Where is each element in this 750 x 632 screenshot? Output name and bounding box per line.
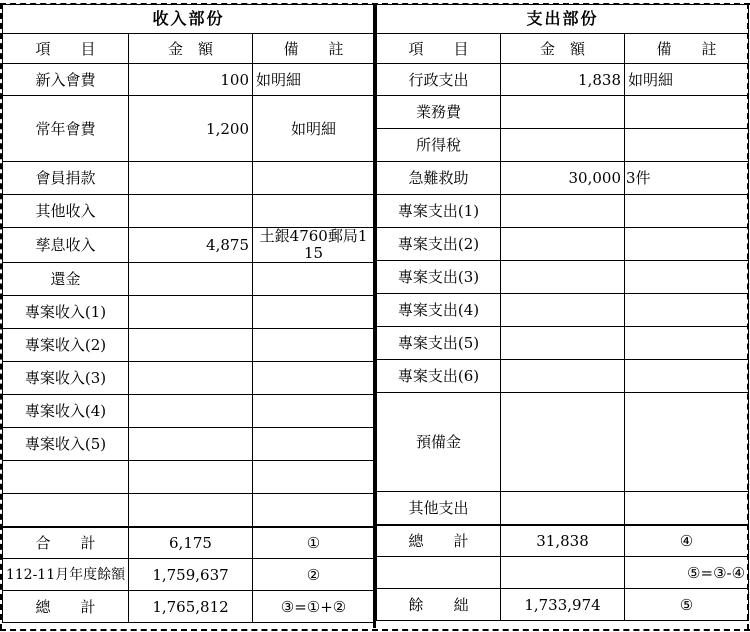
row-item: 專案支出(6)	[377, 360, 501, 393]
table-row	[3, 329, 375, 362]
table-row	[3, 195, 375, 228]
row-amount	[129, 296, 253, 329]
row-item: 專案收入(3)	[3, 362, 129, 395]
top-dashed-border	[0, 3, 750, 5]
table-row	[377, 195, 749, 228]
carry-note: ②	[253, 559, 375, 591]
table-row	[377, 64, 749, 96]
table-row	[3, 395, 375, 428]
row-note	[253, 263, 375, 296]
grand-note: ③=①+②	[253, 591, 375, 623]
grand-label: 總 計	[3, 591, 129, 623]
row-note	[253, 395, 375, 428]
expense-header-item: 項 目	[377, 34, 501, 64]
row-amount	[501, 261, 625, 294]
row-amount	[501, 96, 625, 129]
row-note	[625, 327, 749, 360]
total-note: ④	[625, 525, 749, 557]
table-row	[377, 327, 749, 360]
table-row	[3, 461, 375, 494]
row-note	[253, 461, 375, 494]
grand-note: ⑤	[625, 589, 749, 621]
income-total-row	[3, 527, 375, 559]
table-row	[3, 296, 375, 329]
expense-grand-row	[377, 589, 749, 621]
row-amount	[501, 327, 625, 360]
total-amount: 31,838	[501, 525, 625, 557]
expense-header-note: 備 註	[625, 34, 749, 64]
row-item: 專案支出(5)	[377, 327, 501, 360]
total-label: 總 計	[377, 525, 501, 557]
row-note: 如明細	[253, 96, 375, 162]
row-amount	[129, 428, 253, 461]
row-note	[253, 162, 375, 195]
income-header-note: 備 註	[253, 34, 375, 64]
row-amount	[501, 195, 625, 228]
income-carry-row	[3, 559, 375, 591]
table-row	[377, 393, 749, 492]
row-note	[625, 228, 749, 261]
row-note	[253, 362, 375, 395]
row-amount	[501, 360, 625, 393]
income-table	[2, 4, 375, 623]
total-note: ①	[253, 527, 375, 559]
table-row	[377, 96, 749, 129]
total-label: 合 計	[3, 527, 129, 559]
row-note	[253, 195, 375, 228]
table-row	[3, 428, 375, 461]
row-note	[253, 428, 375, 461]
row-amount	[129, 395, 253, 428]
row-amount	[129, 162, 253, 195]
table-row	[3, 96, 375, 162]
row-item: 孳息收入	[3, 228, 129, 263]
row-note	[253, 296, 375, 329]
row-amount	[129, 329, 253, 362]
row-item: 行政支出	[377, 64, 501, 96]
row-amount	[501, 294, 625, 327]
row-note	[625, 294, 749, 327]
table-row	[377, 261, 749, 294]
row-amount: 4,875	[129, 228, 253, 263]
row-note	[253, 329, 375, 362]
row-note	[625, 129, 749, 162]
table-row	[3, 494, 375, 527]
row-note: 如明細	[625, 64, 749, 96]
row-amount	[129, 362, 253, 395]
carry-label: 112-11月年度餘額	[3, 559, 129, 591]
table-row	[3, 362, 375, 395]
row-amount: 100	[129, 64, 253, 96]
row-item: 其他收入	[3, 195, 129, 228]
row-item: 專案支出(3)	[377, 261, 501, 294]
row-item	[3, 494, 129, 527]
table-row	[377, 228, 749, 261]
row-item: 急難救助	[377, 162, 501, 195]
row-amount	[129, 461, 253, 494]
row-amount	[501, 129, 625, 162]
table-row	[377, 294, 749, 327]
right-dashed-border	[747, 3, 749, 630]
row-amount: 1,838	[501, 64, 625, 96]
row-item: 業務費	[377, 96, 501, 129]
expense-header-amount: 金 額	[501, 34, 625, 64]
expense-total-row	[377, 525, 749, 557]
row-item: 會員捐款	[3, 162, 129, 195]
row-note	[625, 261, 749, 294]
table-row	[377, 360, 749, 393]
expense-section-title: 支出部份	[377, 5, 749, 34]
row-note: 土銀4760郵局115	[253, 228, 375, 263]
expense-table	[376, 4, 749, 621]
row-item: 專案收入(4)	[3, 395, 129, 428]
total-amount: 6,175	[129, 527, 253, 559]
table-row	[3, 263, 375, 296]
row-note: 如明細	[253, 64, 375, 96]
carry-note: ⑤=③-④	[625, 557, 749, 589]
row-note	[625, 360, 749, 393]
row-note	[625, 393, 749, 492]
row-amount	[501, 228, 625, 261]
carry-label	[377, 557, 501, 589]
row-item: 其他支出	[377, 492, 501, 525]
row-note	[253, 494, 375, 527]
row-item: 預備金	[377, 393, 501, 492]
table-row	[3, 162, 375, 195]
expense-carry-row	[377, 557, 749, 589]
table-row	[377, 129, 749, 162]
income-grand-row	[3, 591, 375, 623]
row-item: 專案支出(2)	[377, 228, 501, 261]
row-item: 專案支出(4)	[377, 294, 501, 327]
row-item: 專案收入(2)	[3, 329, 129, 362]
row-amount	[501, 393, 625, 492]
row-note	[625, 195, 749, 228]
carry-amount: 1,759,637	[129, 559, 253, 591]
row-item: 新入會費	[3, 64, 129, 96]
bottom-dashed-border	[0, 629, 750, 631]
left-dashed-border	[0, 3, 2, 630]
row-amount: 1,200	[129, 96, 253, 162]
row-item: 常年會費	[3, 96, 129, 162]
row-note	[625, 492, 749, 525]
grand-label: 餘 絀	[377, 589, 501, 621]
grand-amount: 1,733,974	[501, 589, 625, 621]
row-item: 所得稅	[377, 129, 501, 162]
row-amount	[129, 263, 253, 296]
grand-amount: 1,765,812	[129, 591, 253, 623]
row-item: 專案支出(1)	[377, 195, 501, 228]
table-row	[377, 162, 749, 195]
row-item: 還金	[3, 263, 129, 296]
table-row	[377, 492, 749, 525]
income-section-title: 收入部份	[3, 5, 375, 34]
table-row	[3, 64, 375, 96]
income-header-amount: 金 額	[129, 34, 253, 64]
carry-amount	[501, 557, 625, 589]
row-amount	[501, 492, 625, 525]
row-amount	[129, 195, 253, 228]
table-row	[3, 228, 375, 263]
row-item	[3, 461, 129, 494]
income-header-item: 項 目	[3, 34, 129, 64]
row-item: 專案收入(5)	[3, 428, 129, 461]
row-amount	[129, 494, 253, 527]
row-note: 3件	[625, 162, 749, 195]
row-item: 專案收入(1)	[3, 296, 129, 329]
section-divider	[373, 4, 376, 628]
row-amount: 30,000	[501, 162, 625, 195]
row-note	[625, 96, 749, 129]
